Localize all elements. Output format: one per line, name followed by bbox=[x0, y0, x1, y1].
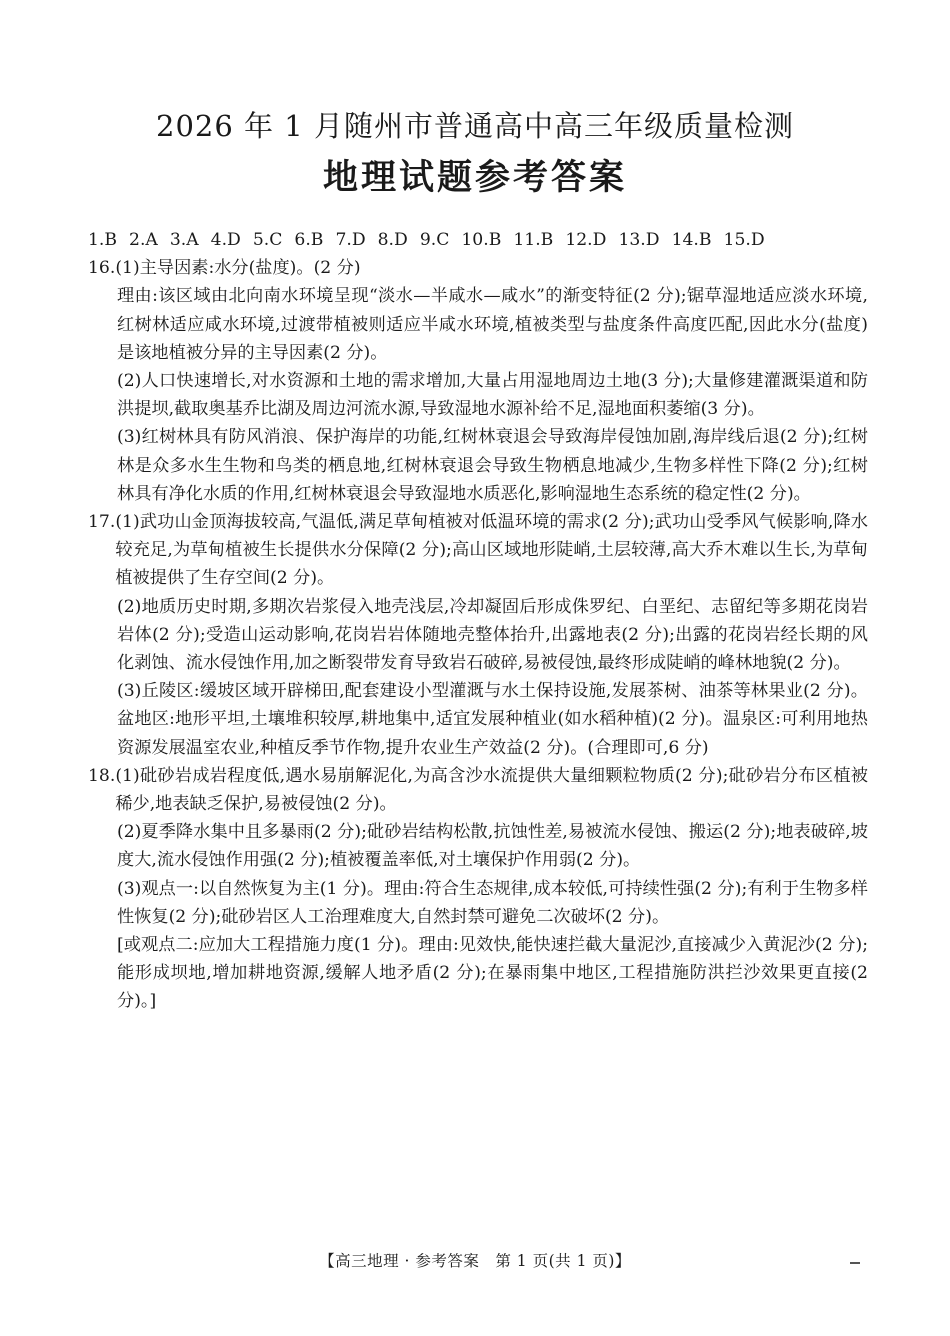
choice-answer: 6.B bbox=[294, 230, 324, 250]
q17-part1: (1)武功山金顶海拔较高,气温低,满足草甸植被对低温环境的需求(2 分);武功山受季风气候影响,降水较充足,为草甸植被生长提供水分保障(2 分);高山区域地形陡峭,土层较薄,高大乔木难以生长,为草甸植被提供了生存空间(2 分)。 bbox=[115, 512, 868, 589]
question-17 bbox=[88, 508, 868, 762]
choice-answer: 5.C bbox=[252, 230, 283, 250]
q18-part1: (1)砒砂岩成岩程度低,遇水易崩解泥化,为高含沙水流提供大量细颗粒物质(2 分);砒砂岩分布区植被稀少,地表缺乏保护,易被侵蚀(2 分)。 bbox=[115, 765, 868, 815]
page-footer: 【高三地理 · 参考答案 第 1 页(共 1 页)】 bbox=[319, 1252, 631, 1270]
choice-answer: 9.C bbox=[419, 230, 450, 250]
choice-answer: 13.D bbox=[618, 230, 660, 250]
choice-answer: 10.B bbox=[461, 230, 502, 250]
q16-part2: (2)人口快速增长,对水资源和土地的需求增加,大量占用湿地周边土地(3 分);大量修建灌溉渠道和防洪提坝,截取奥基乔比湖及周边河流水源,导致湿地水源补给不足,湿地面积萎缩(3 分)。 bbox=[117, 371, 868, 420]
q17-part3: (3)丘陵区:缓坡区域开辟梯田,配套建设小型灌溉与水土保持设施,发展茶树、油茶等林果业(2 分)。盆地区:地形平坦,土壤堆积较厚,耕地集中,适宜发展种植业(如水稻种植)(2 分)。温泉区:可利用地热资源发展温室农业,种植反季节作物,提升农业生产效益(2 分)。(合理即可,6 分) bbox=[117, 681, 868, 758]
q18-part3: (3)观点一:以自然恢复为主(1 分)。理由:符合生态规律,成本较低,可持续性强(2 分);有利于生物多样性恢复(2 分);砒砂岩区人工治理难度大,自然封禁可避免二次破坏(2 分)。 bbox=[117, 878, 868, 927]
corner-mark bbox=[850, 1262, 860, 1264]
choice-answer: 4.D bbox=[210, 230, 241, 250]
choice-answer: 3.A bbox=[169, 230, 199, 250]
question-number: 16. bbox=[88, 258, 116, 279]
choice-answer: 14.B bbox=[671, 230, 712, 250]
q16-reason: 理由:该区域由北向南水环境呈现“淡水—半咸水—咸水”的渐变特征(2 分);锯草湿地适应淡水环境,红树林适应咸水环境,过渡带植被则适应半咸水环境,植被类型与盐度条件高度匹配,因此水分(盐度)是该地植被分异的主导因素(2 分)。 bbox=[117, 286, 868, 363]
answer-key-title: 地理试题参考答案 bbox=[322, 157, 627, 198]
choice-answer: 12.D bbox=[565, 230, 607, 250]
q18-alt-view: [或观点二:应加大工程措施力度(1 分)。理由:见效快,能快速拦截大量泥沙,直接减少入黄泥沙(2 分);能形成坝地,增加耕地资源,缓解人地矛盾(2 分);在暴雨集中地区,工程措施防洪拦沙效果更直接(2 分)。] bbox=[117, 935, 868, 1012]
q16-part3: (3)红树林具有防风消浪、保护海岸的功能,红树林衰退会导致海岸侵蚀加剧,海岸线后退(2 分);红树林是众多水生生物和鸟类的栖息地,红树林衰退会导致生物栖息地减少,生物多样性下降(2 分);红树林具有净化水质的作用,红树林衰退会导致湿地水质恶化,影响湿地生态系统的稳定性(2 分)。 bbox=[117, 427, 868, 504]
choice-answer: 15.D bbox=[723, 230, 765, 250]
question-16 bbox=[88, 254, 868, 508]
question-number: 17. bbox=[88, 512, 116, 533]
choice-answer: 2.A bbox=[129, 230, 158, 250]
q16-part1: (1)主导因素:水分(盐度)。(2 分) bbox=[115, 258, 361, 279]
multiple-choice-answers bbox=[88, 226, 868, 254]
q17-part2: (2)地质历史时期,多期次岩浆侵入地壳浅层,冷却凝固后形成侏罗纪、白垩纪、志留纪等多期花岗岩岩体(2 分);受造山运动影响,花岗岩岩体随地壳整体抬升,出露地表(2 分);出露的花岗岩经长期的风化剥蚀、流水侵蚀作用,加之断裂带发育导致岩石破碎,易被侵蚀,最终形成陡峭的峰林地貌(2 分)。 bbox=[117, 596, 868, 674]
choice-answer: 8.D bbox=[377, 230, 408, 250]
question-number: 18. bbox=[88, 765, 116, 786]
choice-answer: 1.B bbox=[88, 230, 118, 250]
q18-part2: (2)夏季降水集中且多暴雨(2 分);砒砂岩结构松散,抗蚀性差,易被流水侵蚀、搬运(2 分);地表破碎,坡度大,流水侵蚀作用强(2 分);植被覆盖率低,对土壤保护作用弱(2 分)。 bbox=[117, 822, 868, 871]
answer-content bbox=[88, 226, 868, 1016]
choice-answer: 7.D bbox=[335, 230, 366, 250]
question-18 bbox=[88, 762, 868, 1016]
choice-answer: 11.B bbox=[513, 230, 554, 250]
exam-title: 2026 年 1 月随州市普通高中高三年级质量检测 bbox=[156, 109, 794, 143]
